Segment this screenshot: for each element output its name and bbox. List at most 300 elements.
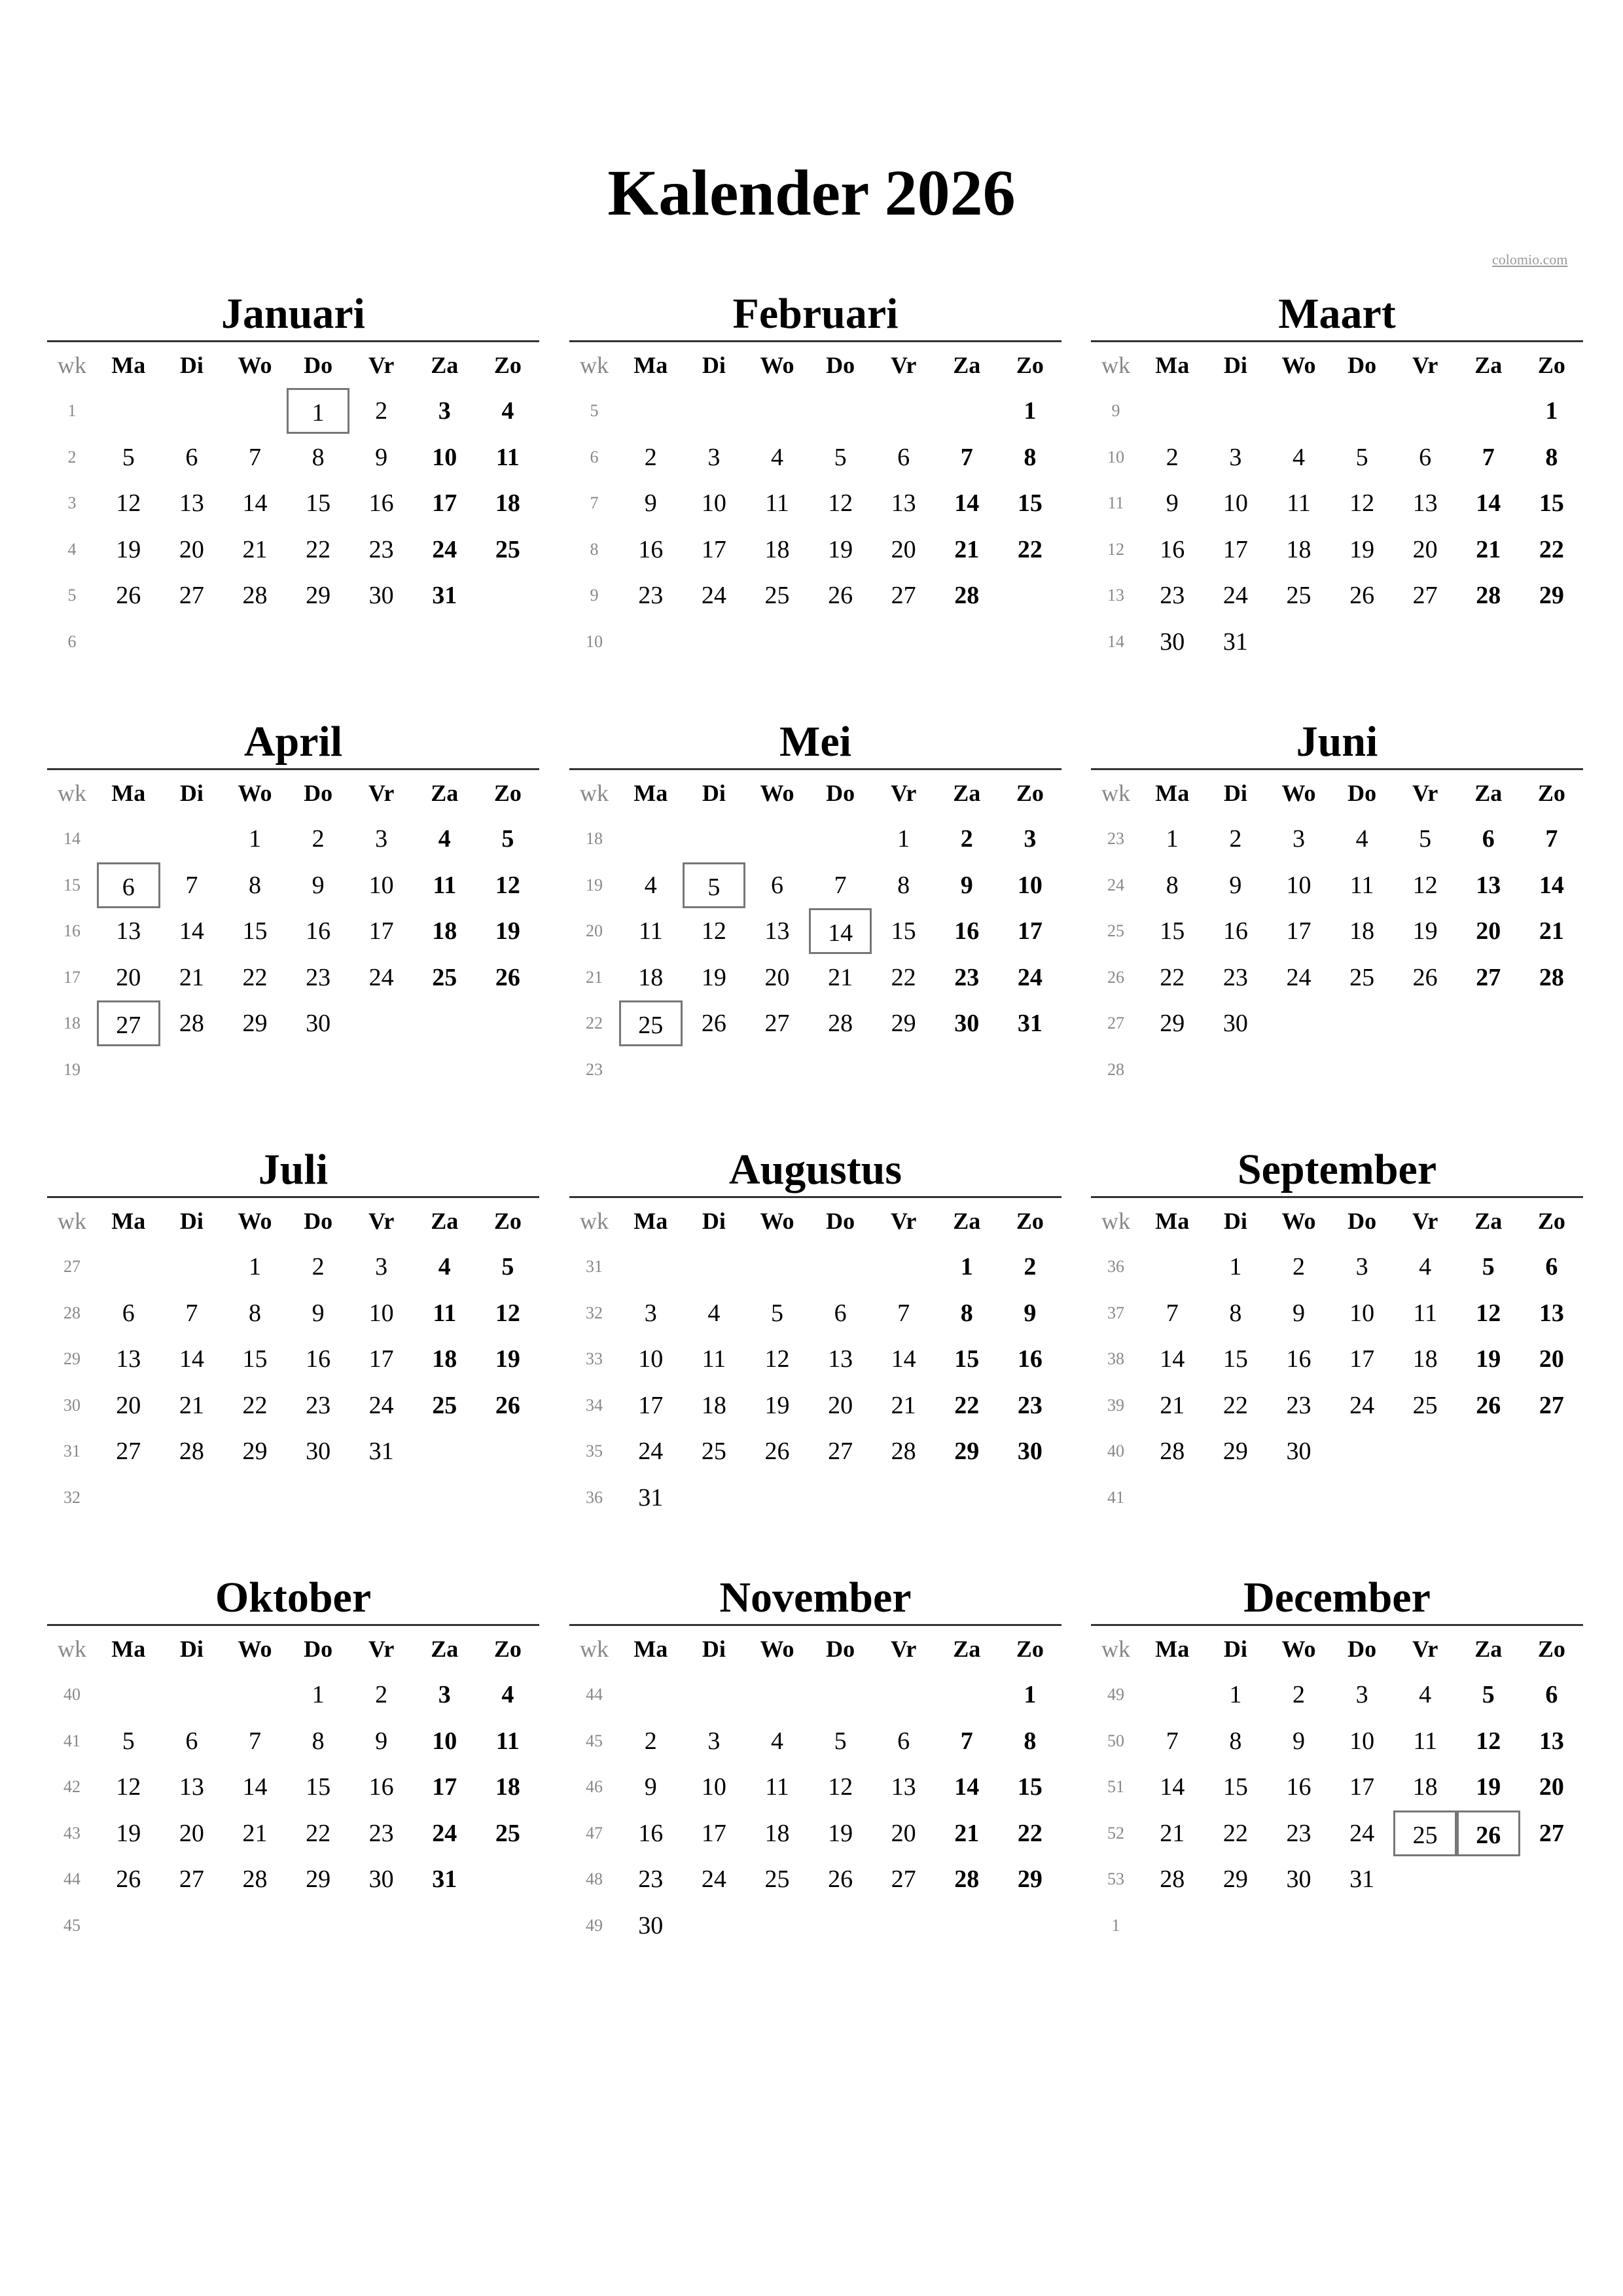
day-cell[interactable]: 28 [954,582,980,610]
day-cell[interactable]: 29 [306,1865,331,1894]
day-cell[interactable]: 9 [1292,1299,1305,1327]
source-link[interactable]: colomio.com [1492,251,1568,268]
day-cell[interactable]: 2 [1292,1253,1305,1281]
day-cell[interactable]: 23 [1286,1819,1311,1847]
day-cell[interactable]: 23 [1286,1391,1311,1419]
day-cell[interactable]: 22 [1222,1819,1248,1847]
day-cell[interactable]: 18 [1349,917,1375,945]
day-cell[interactable]: 12 [1412,871,1438,899]
day-cell[interactable]: 21 [1160,1819,1185,1847]
day-cell[interactable]: 12 [701,917,726,945]
holiday-day-cell[interactable]: 25 [1393,1810,1457,1856]
day-cell[interactable]: 7 [960,443,973,471]
day-cell[interactable]: 29 [1222,1438,1248,1466]
day-cell[interactable]: 8 [248,1299,261,1327]
day-cell[interactable]: 24 [701,582,726,610]
day-cell[interactable]: 1 [1229,1681,1242,1709]
day-cell[interactable]: 25 [1349,963,1375,991]
day-cell[interactable]: 11 [639,917,663,945]
day-cell[interactable]: 4 [770,1727,783,1755]
holiday-day-cell[interactable]: 1 [287,388,350,434]
day-cell[interactable]: 8 [1229,1727,1242,1755]
day-cell[interactable]: 10 [1017,871,1043,899]
day-cell[interactable]: 31 [1017,1010,1043,1038]
day-cell[interactable]: 21 [954,535,980,563]
day-cell[interactable]: 18 [495,1773,520,1801]
day-cell[interactable]: 25 [1286,582,1311,610]
day-cell[interactable]: 15 [1017,1773,1043,1801]
day-cell[interactable]: 26 [701,1010,726,1038]
day-cell[interactable]: 9 [644,489,657,518]
day-cell[interactable]: 1 [1166,825,1179,853]
day-cell[interactable]: 29 [1160,1010,1185,1038]
day-cell[interactable]: 23 [954,963,980,991]
day-cell[interactable]: 2 [375,397,388,425]
day-cell[interactable]: 19 [116,535,141,563]
day-cell[interactable]: 25 [764,582,790,610]
day-cell[interactable]: 1 [1024,1681,1037,1709]
day-cell[interactable]: 14 [242,489,268,518]
day-cell[interactable]: 18 [432,1345,457,1373]
day-cell[interactable]: 29 [1222,1865,1248,1894]
day-cell[interactable]: 3 [644,1299,657,1327]
day-cell[interactable]: 13 [179,1773,204,1801]
day-cell[interactable]: 6 [770,871,783,899]
day-cell[interactable]: 26 [495,1391,520,1419]
day-cell[interactable]: 5 [1482,1253,1495,1281]
day-cell[interactable]: 24 [1349,1819,1375,1847]
day-cell[interactable]: 27 [1476,963,1501,991]
day-cell[interactable]: 13 [116,1345,141,1373]
day-cell[interactable]: 23 [1017,1391,1043,1419]
day-cell[interactable]: 8 [1024,1727,1037,1755]
day-cell[interactable]: 9 [375,443,388,471]
day-cell[interactable]: 4 [644,871,657,899]
day-cell[interactable]: 30 [1160,627,1185,656]
day-cell[interactable]: 17 [432,489,457,518]
day-cell[interactable]: 1 [960,1253,973,1281]
day-cell[interactable]: 10 [368,871,394,899]
day-cell[interactable]: 10 [1286,871,1311,899]
day-cell[interactable]: 24 [432,1819,457,1847]
day-cell[interactable]: 8 [897,871,910,899]
day-cell[interactable]: 1 [1024,397,1037,425]
day-cell[interactable]: 18 [495,489,520,518]
day-cell[interactable]: 22 [1160,963,1185,991]
day-cell[interactable]: 9 [1166,489,1179,518]
day-cell[interactable]: 11 [702,1345,726,1373]
day-cell[interactable]: 12 [495,871,520,899]
day-cell[interactable]: 3 [1355,1253,1368,1281]
day-cell[interactable]: 1 [1545,397,1558,425]
day-cell[interactable]: 7 [1166,1727,1179,1755]
day-cell[interactable]: 9 [375,1727,388,1755]
day-cell[interactable]: 10 [638,1345,664,1373]
day-cell[interactable]: 31 [432,1865,457,1894]
day-cell[interactable]: 30 [1286,1865,1311,1894]
day-cell[interactable]: 12 [116,489,141,518]
day-cell[interactable]: 9 [1292,1727,1305,1755]
day-cell[interactable]: 11 [1413,1727,1437,1755]
day-cell[interactable]: 22 [306,1819,331,1847]
day-cell[interactable]: 30 [368,582,394,610]
day-cell[interactable]: 14 [1160,1773,1185,1801]
day-cell[interactable]: 28 [179,1438,204,1466]
day-cell[interactable]: 7 [960,1727,973,1755]
day-cell[interactable]: 30 [368,1865,394,1894]
day-cell[interactable]: 2 [644,1727,657,1755]
day-cell[interactable]: 5 [1355,443,1368,471]
day-cell[interactable]: 4 [1355,825,1368,853]
day-cell[interactable]: 9 [312,1299,325,1327]
day-cell[interactable]: 14 [1539,871,1564,899]
day-cell[interactable]: 29 [1017,1865,1043,1894]
day-cell[interactable]: 15 [1222,1773,1248,1801]
day-cell[interactable]: 4 [1419,1253,1432,1281]
day-cell[interactable]: 3 [375,825,388,853]
day-cell[interactable]: 8 [312,1727,325,1755]
day-cell[interactable]: 7 [185,1299,198,1327]
day-cell[interactable]: 30 [954,1010,980,1038]
day-cell[interactable]: 19 [1476,1773,1501,1801]
day-cell[interactable]: 18 [701,1391,726,1419]
day-cell[interactable]: 20 [116,963,141,991]
day-cell[interactable]: 25 [495,535,520,563]
day-cell[interactable]: 30 [1286,1438,1311,1466]
day-cell[interactable]: 10 [1349,1727,1375,1755]
day-cell[interactable]: 12 [1349,489,1375,518]
day-cell[interactable]: 11 [1349,871,1374,899]
day-cell[interactable]: 23 [306,1391,331,1419]
day-cell[interactable]: 17 [638,1391,664,1419]
day-cell[interactable]: 8 [960,1299,973,1327]
day-cell[interactable]: 21 [954,1819,980,1847]
day-cell[interactable]: 21 [828,963,853,991]
day-cell[interactable]: 20 [891,535,916,563]
day-cell[interactable]: 16 [368,1773,394,1801]
day-cell[interactable]: 30 [1222,1010,1248,1038]
day-cell[interactable]: 6 [1545,1253,1558,1281]
day-cell[interactable]: 17 [368,1345,394,1373]
day-cell[interactable]: 31 [638,1483,664,1511]
day-cell[interactable]: 28 [954,1865,980,1894]
day-cell[interactable]: 29 [242,1438,268,1466]
day-cell[interactable]: 26 [495,963,520,991]
day-cell[interactable]: 19 [116,1819,141,1847]
day-cell[interactable]: 26 [1476,1391,1501,1419]
day-cell[interactable]: 19 [701,963,726,991]
day-cell[interactable]: 19 [828,535,853,563]
day-cell[interactable]: 12 [828,1773,853,1801]
day-cell[interactable]: 4 [1292,443,1305,471]
day-cell[interactable]: 6 [1419,443,1432,471]
day-cell[interactable]: 13 [828,1345,853,1373]
day-cell[interactable]: 8 [1545,443,1558,471]
day-cell[interactable]: 25 [495,1819,520,1847]
day-cell[interactable]: 7 [834,871,847,899]
day-cell[interactable]: 19 [1476,1345,1501,1373]
day-cell[interactable]: 4 [501,397,514,425]
day-cell[interactable]: 28 [242,1865,268,1894]
day-cell[interactable]: 22 [1017,1819,1043,1847]
day-cell[interactable]: 2 [644,443,657,471]
day-cell[interactable]: 24 [1222,582,1248,610]
day-cell[interactable]: 12 [1476,1727,1501,1755]
day-cell[interactable]: 5 [122,443,135,471]
day-cell[interactable]: 10 [368,1299,394,1327]
day-cell[interactable]: 13 [1539,1299,1564,1327]
day-cell[interactable]: 25 [1412,1391,1438,1419]
day-cell[interactable]: 7 [1482,443,1495,471]
day-cell[interactable]: 26 [828,1865,853,1894]
day-cell[interactable]: 17 [1286,917,1311,945]
day-cell[interactable]: 19 [495,1345,520,1373]
day-cell[interactable]: 6 [897,1727,910,1755]
day-cell[interactable]: 10 [701,489,726,518]
day-cell[interactable]: 29 [242,1010,268,1038]
day-cell[interactable]: 21 [242,535,268,563]
day-cell[interactable]: 14 [1476,489,1501,518]
day-cell[interactable]: 15 [306,489,331,518]
day-cell[interactable]: 30 [306,1010,331,1038]
day-cell[interactable]: 24 [368,963,394,991]
day-cell[interactable]: 25 [701,1438,726,1466]
day-cell[interactable]: 3 [1355,1681,1368,1709]
day-cell[interactable]: 13 [891,489,916,518]
day-cell[interactable]: 20 [1476,917,1501,945]
day-cell[interactable]: 6 [122,1299,135,1327]
day-cell[interactable]: 15 [891,917,916,945]
day-cell[interactable]: 24 [638,1438,664,1466]
day-cell[interactable]: 16 [1017,1345,1043,1373]
holiday-day-cell[interactable]: 25 [619,1000,683,1046]
day-cell[interactable]: 2 [312,1253,325,1281]
day-cell[interactable]: 4 [707,1299,721,1327]
day-cell[interactable]: 27 [764,1010,790,1038]
day-cell[interactable]: 12 [828,489,853,518]
day-cell[interactable]: 5 [834,1727,847,1755]
day-cell[interactable]: 25 [432,963,457,991]
day-cell[interactable]: 11 [1413,1299,1437,1327]
day-cell[interactable]: 28 [179,1010,204,1038]
day-cell[interactable]: 28 [242,582,268,610]
day-cell[interactable]: 27 [891,582,916,610]
day-cell[interactable]: 5 [501,825,514,853]
day-cell[interactable]: 5 [1419,825,1432,853]
day-cell[interactable]: 11 [495,443,520,471]
day-cell[interactable]: 30 [306,1438,331,1466]
day-cell[interactable]: 29 [891,1010,916,1038]
day-cell[interactable]: 15 [1160,917,1185,945]
day-cell[interactable]: 13 [764,917,790,945]
day-cell[interactable]: 23 [368,535,394,563]
day-cell[interactable]: 2 [1024,1253,1037,1281]
day-cell[interactable]: 4 [438,1253,451,1281]
day-cell[interactable]: 11 [765,489,789,518]
day-cell[interactable]: 8 [248,871,261,899]
day-cell[interactable]: 4 [1419,1681,1432,1709]
day-cell[interactable]: 1 [312,1681,325,1709]
day-cell[interactable]: 23 [638,582,664,610]
day-cell[interactable]: 14 [954,489,980,518]
day-cell[interactable]: 8 [1024,443,1037,471]
day-cell[interactable]: 24 [1017,963,1043,991]
day-cell[interactable]: 23 [1160,582,1185,610]
day-cell[interactable]: 5 [834,443,847,471]
day-cell[interactable]: 24 [368,1391,394,1419]
day-cell[interactable]: 18 [432,917,457,945]
day-cell[interactable]: 26 [116,1865,141,1894]
day-cell[interactable]: 30 [1017,1438,1043,1466]
day-cell[interactable]: 22 [1017,535,1043,563]
day-cell[interactable]: 22 [306,535,331,563]
day-cell[interactable]: 8 [312,443,325,471]
day-cell[interactable]: 6 [1545,1681,1558,1709]
day-cell[interactable]: 6 [1482,825,1495,853]
day-cell[interactable]: 10 [432,443,457,471]
day-cell[interactable]: 17 [1349,1773,1375,1801]
day-cell[interactable]: 14 [242,1773,268,1801]
day-cell[interactable]: 22 [891,963,916,991]
holiday-day-cell[interactable]: 27 [97,1000,160,1046]
day-cell[interactable]: 13 [1476,871,1501,899]
day-cell[interactable]: 15 [1539,489,1564,518]
day-cell[interactable]: 26 [116,582,141,610]
day-cell[interactable]: 23 [638,1865,664,1894]
day-cell[interactable]: 1 [248,825,261,853]
day-cell[interactable]: 10 [1349,1299,1375,1327]
day-cell[interactable]: 18 [1286,535,1311,563]
day-cell[interactable]: 29 [1539,582,1564,610]
day-cell[interactable]: 7 [1166,1299,1179,1327]
day-cell[interactable]: 31 [1349,1865,1375,1894]
day-cell[interactable]: 28 [1160,1865,1185,1894]
day-cell[interactable]: 25 [764,1865,790,1894]
day-cell[interactable]: 22 [242,963,268,991]
day-cell[interactable]: 3 [438,397,451,425]
day-cell[interactable]: 7 [1545,825,1558,853]
day-cell[interactable]: 16 [1160,535,1185,563]
day-cell[interactable]: 3 [375,1253,388,1281]
day-cell[interactable]: 27 [179,582,204,610]
day-cell[interactable]: 22 [954,1391,980,1419]
day-cell[interactable]: 28 [891,1438,916,1466]
day-cell[interactable]: 17 [432,1773,457,1801]
day-cell[interactable]: 26 [1349,582,1375,610]
day-cell[interactable]: 12 [1476,1299,1501,1327]
day-cell[interactable]: 6 [185,1727,198,1755]
day-cell[interactable]: 24 [1286,963,1311,991]
day-cell[interactable]: 27 [179,1865,204,1894]
day-cell[interactable]: 26 [1412,963,1438,991]
day-cell[interactable]: 5 [122,1727,135,1755]
day-cell[interactable]: 13 [1412,489,1438,518]
day-cell[interactable]: 2 [1292,1681,1305,1709]
day-cell[interactable]: 20 [1539,1345,1564,1373]
day-cell[interactable]: 9 [644,1773,657,1801]
day-cell[interactable]: 2 [1229,825,1242,853]
holiday-day-cell[interactable]: 6 [97,862,160,908]
day-cell[interactable]: 6 [897,443,910,471]
day-cell[interactable]: 11 [433,1299,457,1327]
day-cell[interactable]: 7 [897,1299,910,1327]
day-cell[interactable]: 26 [828,582,853,610]
day-cell[interactable]: 12 [116,1773,141,1801]
day-cell[interactable]: 9 [1229,871,1242,899]
day-cell[interactable]: 20 [764,963,790,991]
day-cell[interactable]: 20 [1412,535,1438,563]
day-cell[interactable]: 3 [438,1681,451,1709]
day-cell[interactable]: 30 [638,1911,664,1939]
day-cell[interactable]: 6 [185,443,198,471]
day-cell[interactable]: 16 [954,917,980,945]
day-cell[interactable]: 3 [1229,443,1242,471]
day-cell[interactable]: 7 [248,1727,261,1755]
day-cell[interactable]: 3 [1024,825,1037,853]
day-cell[interactable]: 22 [1539,535,1564,563]
day-cell[interactable]: 21 [242,1819,268,1847]
day-cell[interactable]: 8 [1166,871,1179,899]
day-cell[interactable]: 24 [701,1865,726,1894]
day-cell[interactable]: 23 [1222,963,1248,991]
day-cell[interactable]: 16 [1286,1773,1311,1801]
day-cell[interactable]: 17 [1017,917,1043,945]
day-cell[interactable]: 19 [1412,917,1438,945]
day-cell[interactable]: 29 [954,1438,980,1466]
day-cell[interactable]: 23 [306,963,331,991]
day-cell[interactable]: 19 [495,917,520,945]
day-cell[interactable]: 13 [116,917,141,945]
day-cell[interactable]: 13 [891,1773,916,1801]
day-cell[interactable]: 9 [960,871,973,899]
day-cell[interactable]: 9 [312,871,325,899]
day-cell[interactable]: 16 [638,535,664,563]
day-cell[interactable]: 2 [375,1681,388,1709]
holiday-day-cell[interactable]: 26 [1457,1810,1520,1856]
day-cell[interactable]: 21 [891,1391,916,1419]
holiday-day-cell[interactable]: 5 [683,862,746,908]
day-cell[interactable]: 4 [438,825,451,853]
day-cell[interactable]: 28 [828,1010,853,1038]
day-cell[interactable]: 28 [1476,582,1501,610]
day-cell[interactable]: 27 [1412,582,1438,610]
day-cell[interactable]: 29 [306,582,331,610]
day-cell[interactable]: 12 [764,1345,790,1373]
day-cell[interactable]: 12 [495,1299,520,1327]
day-cell[interactable]: 8 [1229,1299,1242,1327]
day-cell[interactable]: 27 [891,1865,916,1894]
day-cell[interactable]: 17 [1349,1345,1375,1373]
day-cell[interactable]: 21 [1476,535,1501,563]
day-cell[interactable]: 2 [960,825,973,853]
day-cell[interactable]: 25 [432,1391,457,1419]
day-cell[interactable]: 5 [770,1299,783,1327]
day-cell[interactable]: 11 [433,871,457,899]
day-cell[interactable]: 22 [1222,1391,1248,1419]
day-cell[interactable]: 20 [828,1391,853,1419]
day-cell[interactable]: 20 [891,1819,916,1847]
day-cell[interactable]: 14 [1160,1345,1185,1373]
day-cell[interactable]: 14 [891,1345,916,1373]
day-cell[interactable]: 27 [1539,1391,1564,1419]
day-cell[interactable]: 16 [306,1345,331,1373]
day-cell[interactable]: 17 [1222,535,1248,563]
day-cell[interactable]: 3 [707,443,721,471]
day-cell[interactable]: 31 [432,582,457,610]
day-cell[interactable]: 13 [1539,1727,1564,1755]
day-cell[interactable]: 14 [954,1773,980,1801]
day-cell[interactable]: 1 [248,1253,261,1281]
